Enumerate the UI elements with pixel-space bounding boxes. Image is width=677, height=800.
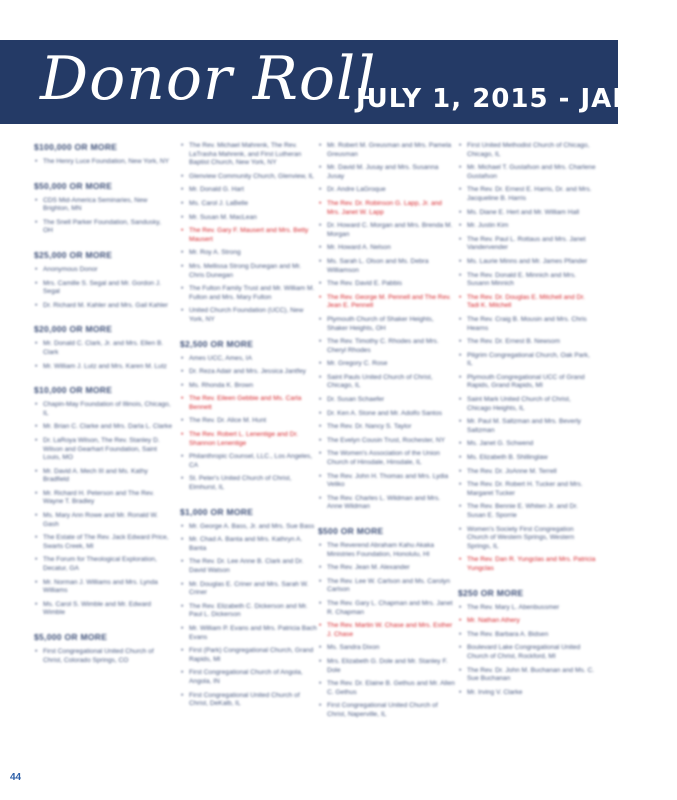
donor-list [34, 197, 172, 236]
donor-entry: • Plymouth Church of Shaker Heights, Shaker Heights, OH [318, 316, 456, 333]
donor-entry: • The Rev. Dr. Robert H. Tucker and Mrs. Margaret Tucker [458, 481, 596, 498]
donor-entry: • The Rev. David E. Pabbis [318, 280, 456, 289]
donor-entry: • Mr. David M. Jusay and Mrs. Susanna Jusay [318, 164, 456, 181]
donor-entry: • Saint Mark United Church of Christ, Chicago Heights, IL [458, 396, 596, 413]
donor-entry: • Ms. Diane E. Hert and Mr. William Hall [458, 209, 596, 218]
donor-entry: • Dr. Ken A. Stone and Mr. Adolfo Santos [318, 410, 456, 419]
donor-entry: • Mr. George A. Bass, Jr. and Mrs. Sue Bass [180, 523, 318, 532]
donor-entry: • The Rev. Dr. Ernest E. Harris, Dr. and Mrs. Jacqueline B. Harris [458, 186, 596, 203]
column-1 [34, 142, 172, 782]
donor-entry: • Mr. Donald G. Hart [180, 186, 318, 195]
donor-entry: • The Rev. Dr. Elaine B. Gethus and Mr. Allen C. Gethus [318, 680, 456, 697]
donor-entry: • Mrs. Elizabeth G. Dole and Mr. Stanley F. Dole [318, 658, 456, 675]
column-2 [180, 142, 318, 782]
giving-level-heading: $100,000 OR MORE [34, 142, 118, 152]
donor-entry: • The Women's Association of the Union Church of Hinsdale, Hinsdale, IL [318, 450, 456, 467]
donor-entry: • The Rev. Gary F. Mausert and Mrs. Betty Mausert [180, 227, 318, 244]
donor-list [318, 142, 456, 512]
donor-list [458, 142, 596, 574]
donor-entry: • The Snell Parker Foundation, Sandusky, OH [34, 219, 172, 236]
donor-entry: • Ms. Carol J. LaBelle [180, 200, 318, 209]
donor-entry: • The Forum for Theological Exploration, Decatur, GA [34, 556, 172, 573]
donor-list [180, 523, 318, 709]
donor-entry: • Ms. Rhonda K. Brown [180, 382, 318, 391]
donor-list [34, 340, 172, 371]
donor-entry: • Ms. Mary Ann Rowe and Mr. Ronald W. Gash [34, 512, 172, 529]
donor-entry: • The Rev. Donald E. Minnich and Mrs. Susann Minnich [458, 272, 596, 289]
donor-entry: • Mr. Gregory C. Rose [318, 360, 456, 369]
donor-entry: • Boulevard Lake Congregational United Church of Christ, Rockford, MI [458, 644, 596, 661]
donor-entry: • Mr. Justin Kim [458, 222, 596, 231]
column-3 [318, 142, 456, 782]
donor-entry: • The Rev. Jean M. Alexander [318, 564, 456, 573]
page-number: 44 [10, 772, 22, 783]
donor-entry: • Mr. Irving V. Clarke [458, 689, 596, 698]
donor-entry: • Mr. Norman J. Williams and Mrs. Lynda Williams [34, 579, 172, 596]
donor-entry: • Ms. Janet G. Schwend [458, 440, 596, 449]
giving-level-heading: $5,000 OR MORE [34, 632, 108, 642]
donor-list [180, 355, 318, 493]
date-range: JULY 1, 2015 - JANUA [356, 84, 677, 114]
donor-entry: • First Congregational United Church of Christ, DeKalb, IL [180, 692, 318, 709]
donor-entry: • Mr. Michael T. Gustafson and Mrs. Charlene Gustafson [458, 164, 596, 181]
donor-entry: • The Rev. Eileen Gebbie and Ms. Carla Bennett [180, 395, 318, 412]
donor-entry: • The Estate of The Rev. Jack Edward Price, Swarts Creek, MI [34, 534, 172, 551]
donor-entry: • The Fulton Family Trust and Mr. William M. Fulton and Mrs. Mary Fulton [180, 285, 318, 302]
donor-entry: • Mr. William P. Evans and Mrs. Patricia Bach Evans [180, 625, 318, 642]
donor-entry: • Mr. Richard H. Peterson and The Rev. Wayne T. Bradley [34, 490, 172, 507]
giving-level-heading: $50,000 OR MORE [34, 180, 113, 191]
donor-entry: • Mrs. Mellissa Strong Dunegan and Mr. Chris Dunegan [180, 263, 318, 280]
giving-level-heading: $10,000 OR MORE [34, 385, 113, 396]
donor-entry: • Women's Society First Congregation Church of Western Springs, Western Springs, IL [458, 526, 596, 552]
donor-entry: • The Rev. Dr. Alice M. Hunt [180, 417, 318, 426]
donor-entry: • The Rev. Dan R. Yungclas and Mrs. Patricia Yungclas [458, 556, 596, 573]
donor-entry: • The Rev. Paul L. Rottaus and Mrs. Janet Vandervender [458, 236, 596, 253]
donor-entry: • Ms. Sandra Dixon [318, 644, 456, 653]
donor-entry: • Saint Pauls United Church of Christ, Chicago, IL [318, 374, 456, 391]
giving-level-heading: $25,000 OR MORE [34, 249, 113, 260]
donor-entry: • The Rev. Michael Mahrenk, The Rev. LaTrasha Mahrenk, and First Lutheran Baptist Church, New York, NY [180, 142, 318, 168]
donor-entry: • The Rev. Elizabeth C. Dickerson and Mr. Paul L. Dickerson [180, 603, 318, 620]
donor-entry: • Mr. Howard A. Nelson [318, 244, 456, 253]
donor-entry: • Mr. Nathan Athery [458, 617, 596, 626]
donor-entry: • Mr. David A. Mech III and Ms. Kathy Bradfield [34, 468, 172, 485]
donor-entry: • The Rev. Dr. Douglas E. Mitchell and Dr. Tadi K. Mitchell [458, 294, 596, 311]
giving-level-heading: $20,000 OR MORE [34, 324, 113, 335]
donor-entry: • The Rev. Dr. John M. Buchanan and Ms. C. Sue Buchanan [458, 667, 596, 684]
donor-entry: • First (Park) Congregational Church, Grand Rapids, MI [180, 647, 318, 664]
donor-entry: • Plymouth Congregational UCC of Grand Rapids, Grand Rapids, MI [458, 374, 596, 391]
donor-entry: • The Rev. Bennie E. Whiten Jr. and Dr. Susan E. Sporrie [458, 503, 596, 520]
donor-entry: • The Rev. Gary L. Chapman and Mrs. Janet R. Chapman [318, 600, 456, 617]
donor-entry: • Mr. Susan M. MacLean [180, 214, 318, 223]
donor-list [318, 542, 456, 720]
donor-list [34, 158, 172, 167]
donor-entry: • The Rev. Charles L. Wildman and Mrs. Anne Wildman [318, 495, 456, 512]
donor-entry: • Mr. Paul M. Saltzman and Mrs. Beverly Saltzman [458, 418, 596, 435]
donor-entry: • Pilgrim Congregational Church, Oak Park, IL [458, 352, 596, 369]
donor-entry: • Mr. William J. Lutz and Mrs. Karen M. Lutz [34, 363, 172, 372]
donor-entry: • The Rev. John H. Thomas and Mrs. Lydia Veliko [318, 473, 456, 490]
donor-columns [0, 142, 618, 782]
donor-entry: • Dr. Reza Adair and Mrs. Jessica Jantfey [180, 368, 318, 377]
donor-entry: • Dr. Richard M. Kahler and Mrs. Gail Kahler [34, 302, 172, 311]
donor-entry: • First Congregational United Church of Christ, Colorado Springs, CO [34, 648, 172, 665]
donor-entry: • Ms. Elizabeth B. Shillinglaw [458, 454, 596, 463]
giving-level-heading: $2,500 OR MORE [180, 338, 254, 349]
donor-entry: • Ms. Sarah L. Olson and Ms. Debra Williamson [318, 258, 456, 275]
donor-entry: • Glenview Community Church, Glenview, IL [180, 173, 318, 182]
donor-entry: • Mr. Chad A. Banta and Mrs. Kathryn A. Banta [180, 536, 318, 553]
donor-list [34, 648, 172, 665]
donor-entry: • Dr. Howard C. Morgan and Mrs. Brenda M. Morgan [318, 222, 456, 239]
donor-entry: • The Rev. Craig B. Mousin and Mrs. Chris Hearns [458, 316, 596, 333]
donor-entry: • Mr. Donald C. Clark, Jr. and Mrs. Ellen B. Clark [34, 340, 172, 357]
donor-list [180, 142, 318, 325]
donor-entry: • The Rev. George M. Pennell and The Rev. Jean E. Pennell [318, 294, 456, 311]
donor-entry: • St. Peter's United Church of Christ, Elmhurst, IL [180, 475, 318, 492]
donor-entry: • The Rev. Barbara A. Bidsen [458, 631, 596, 640]
giving-level-heading: $500 OR MORE [318, 526, 384, 536]
header-banner [0, 40, 677, 124]
donor-list [34, 401, 172, 618]
donor-entry: • The Rev. Robert L. Lenentige and Dr. Shannon Lenentige [180, 431, 318, 448]
donor-entry: • The Rev. Dr. Nancy S. Taylor [318, 423, 456, 432]
donor-entry: • The Rev. Dr. Ernest B. Newsom [458, 338, 596, 347]
donor-entry: • CDS Mid-America Seminaries, New Brighton, MN [34, 197, 172, 214]
donor-entry: • Ms. Carol S. Wimble and Mr. Edward Wimble [34, 601, 172, 618]
donor-entry: • The Rev. Dr. Lee Anne B. Clark and Dr. David Watson [180, 558, 318, 575]
giving-level-heading: $250 OR MORE [458, 587, 524, 598]
donor-entry: • Dr. Susan Schaefer [318, 396, 456, 405]
donor-roll-title: Donor Roll [40, 44, 377, 114]
donor-entry: • Mr. Robert M. Greusman and Mrs. Pamela Greusman [318, 142, 456, 159]
donor-entry: • Ms. Laurie Minns and Mr. James Pfander [458, 258, 596, 267]
donor-entry: • First United Methodist Church of Chicago, Chicago, IL [458, 142, 596, 159]
donor-entry: • Chapin-May Foundation of Illinois, Chicago, IL [34, 401, 172, 418]
donor-entry: • The Henry Luce Foundation, New York, NY [34, 158, 172, 167]
giving-level-heading: $1,000 OR MORE [180, 506, 254, 517]
donor-entry: • Ames UCC, Ames, IA [180, 355, 318, 364]
donor-entry: • The Evelyn Cousin Trust, Rochester, NY [318, 437, 456, 446]
donor-entry: • Mr. Brian C. Clarke and Mrs. Darla L. Clarke [34, 423, 172, 432]
donor-entry: • The Rev. Timothy C. Rhodes and Mrs. Cheryl Rhodes [318, 338, 456, 355]
donor-entry: • First Congregational United Church of Christ, Naperville, IL [318, 702, 456, 719]
donor-entry: • Mrs. Camille S. Segal and Mr. Gordon J. Segal [34, 280, 172, 297]
donor-entry: • Mr. Roy A. Strong [180, 249, 318, 258]
donor-entry: • The Reverend Abraham Kahu Akaka Ministries Foundation, Honolulu, HI [318, 542, 456, 559]
column-4 [458, 142, 596, 782]
donor-list [458, 604, 596, 698]
donor-entry: • The Rev. Dr. JoAnne M. Terrell [458, 468, 596, 477]
donor-list [34, 266, 172, 310]
donor-entry: • First Congregational Church of Angola, Angola, IN [180, 669, 318, 686]
donor-entry: • United Church Foundation (UCC), New York, NY [180, 307, 318, 324]
donor-entry: • The Rev. Mary L. Abenbussmer [458, 604, 596, 613]
donor-entry: • The Rev. Lee W. Carlson and Ms. Carolyn Carlson [318, 578, 456, 595]
donor-entry: • Anonymous Donor [34, 266, 172, 275]
donor-entry: • The Rev. Dr. Robinson G. Lapp, Jr. and Mrs. Janet W. Lapp [318, 200, 456, 217]
donor-entry: • Philanthropic Counsel, LLC., Los Angeles, CA [180, 453, 318, 470]
donor-entry: • Mr. Douglas E. Criner and Mrs. Sarah W. Criner [180, 581, 318, 598]
donor-entry: • Dr. Andre LaGroque [318, 186, 456, 195]
donor-entry: • Dr. LaRoya Wilson, The Rev. Stanley D. Wilson and Gearhart Foundation, Saint Louis, MO [34, 437, 172, 463]
donor-entry: • The Rev. Martin W. Chase and Mrs. Esther J. Chase [318, 622, 456, 639]
